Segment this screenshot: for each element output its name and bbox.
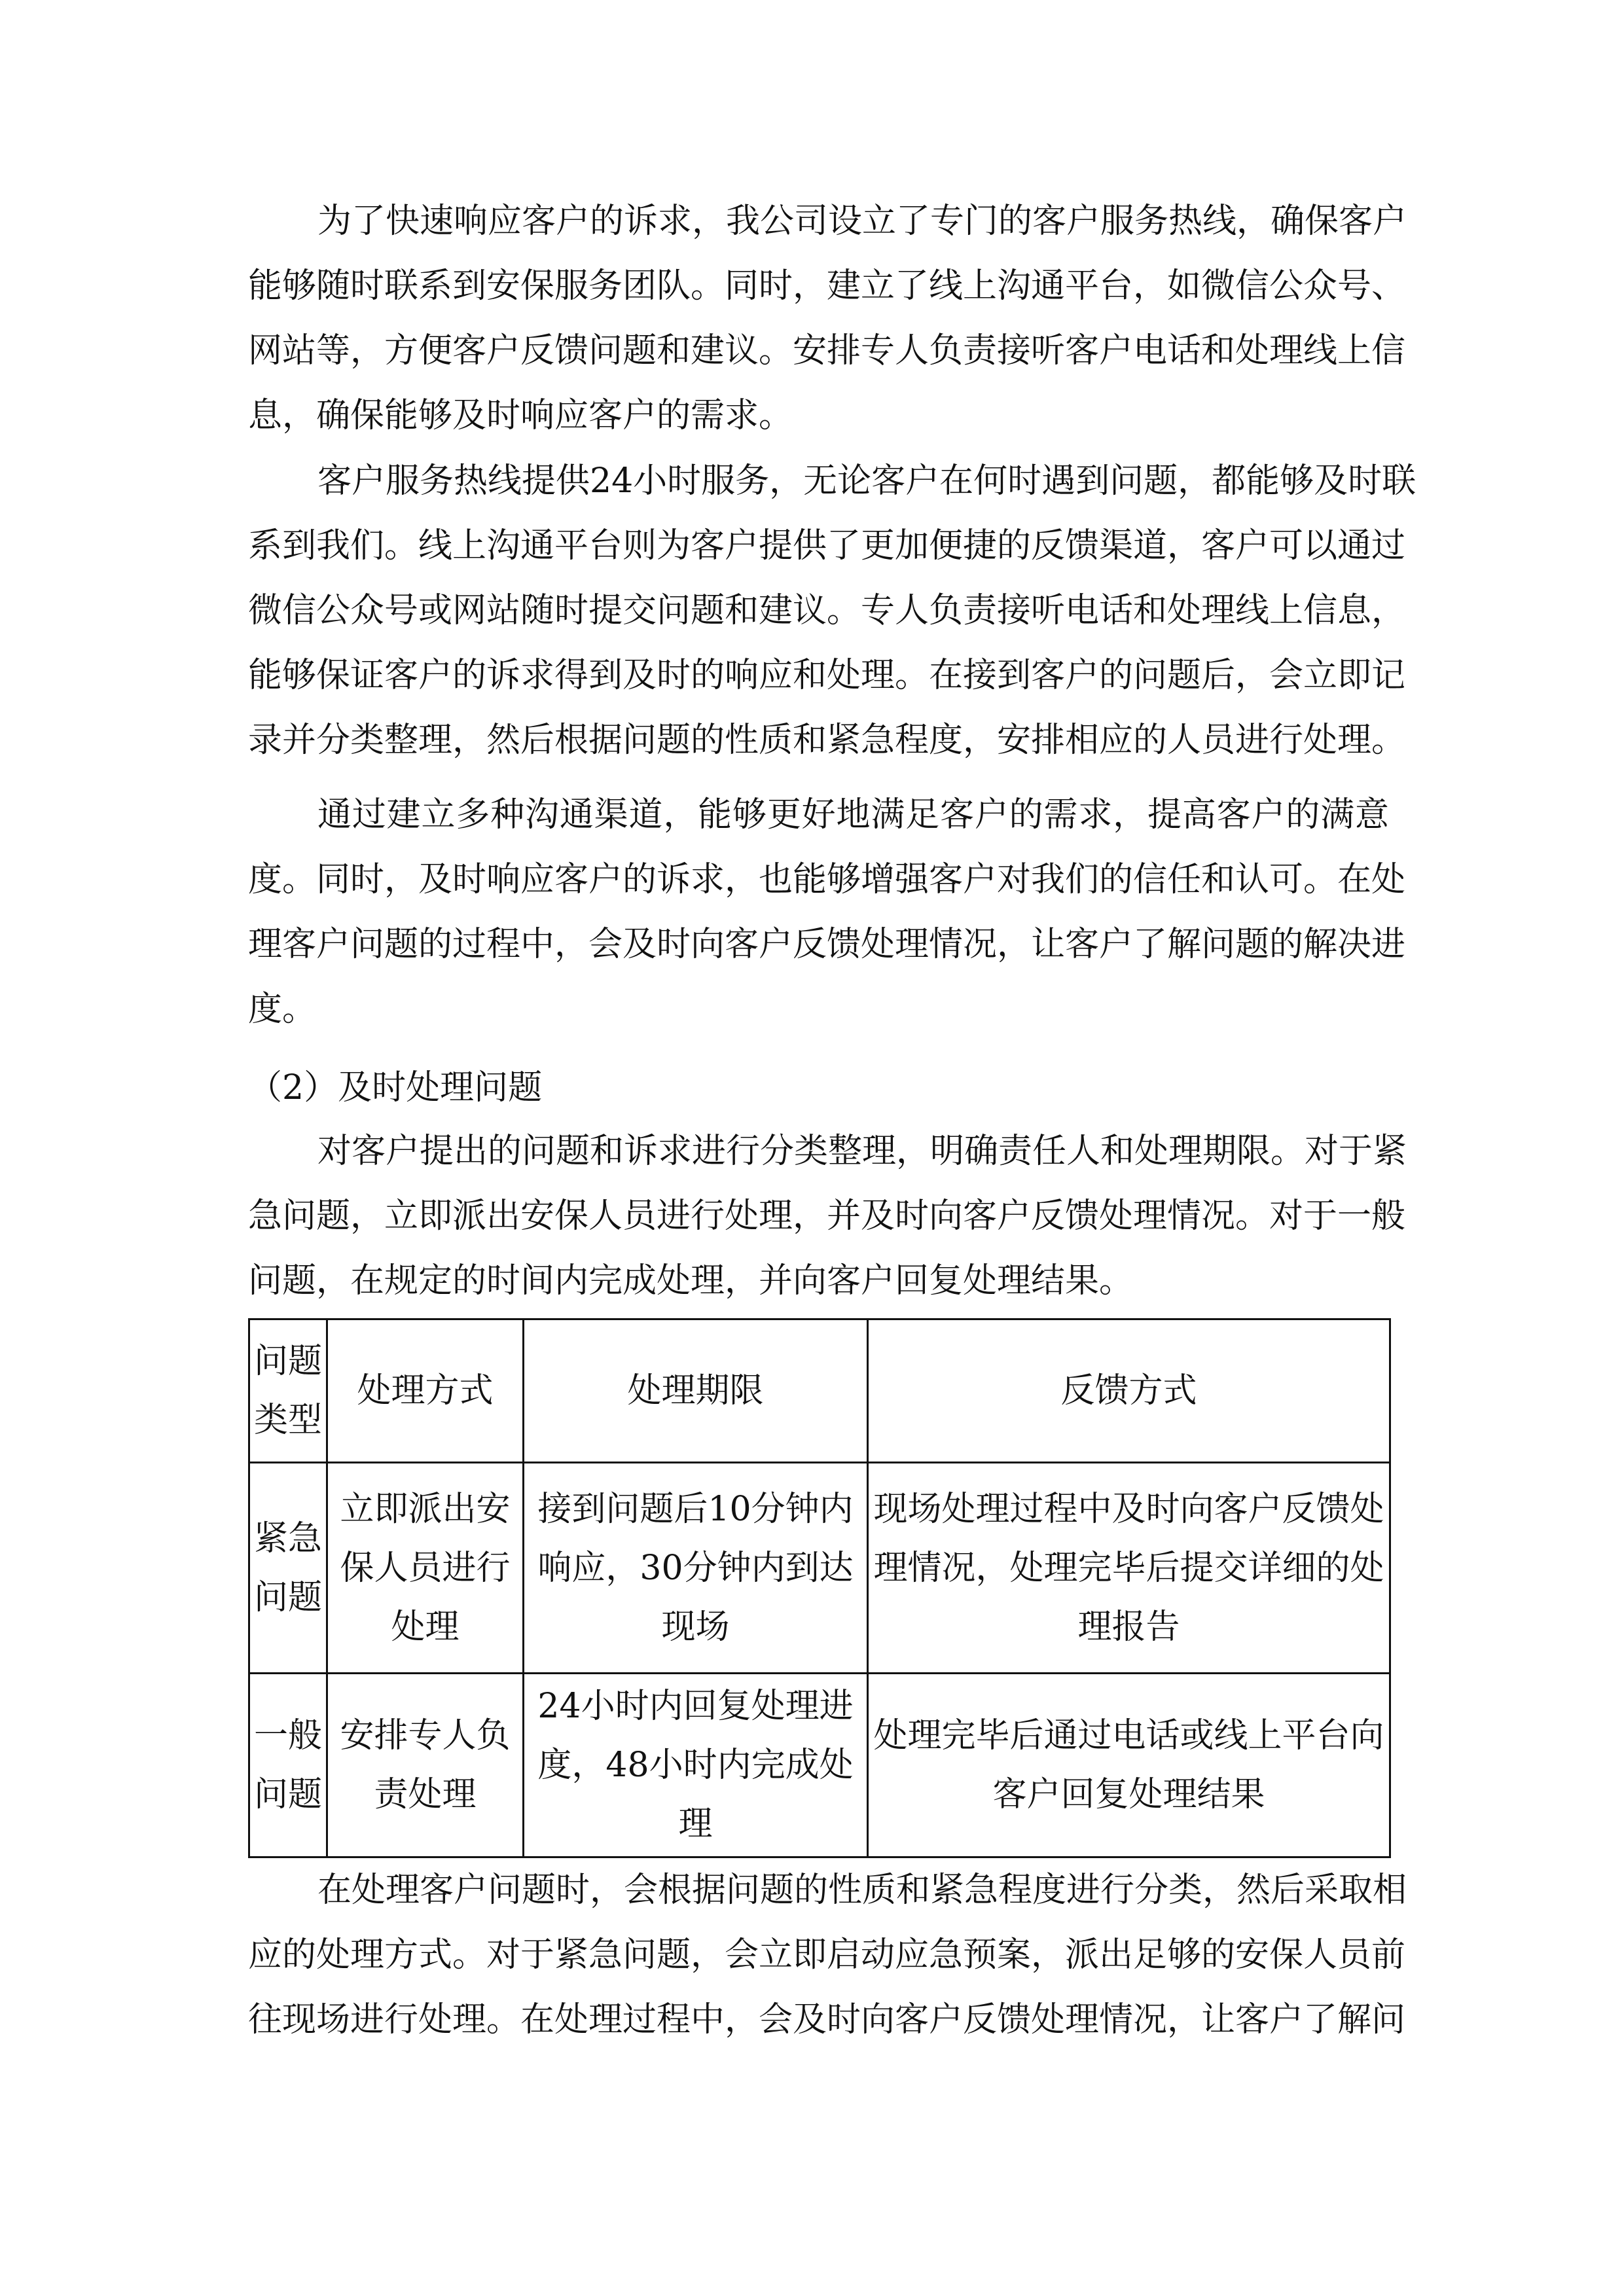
section-heading [248, 1056, 1389, 1121]
text-line: 微信公众号或网站随时提交问题和建议。专人负责接听电话和处理线上信息， [248, 591, 1406, 630]
table-cell: 24小时内回复处理进度，48小时内完成处理 [524, 1674, 868, 1857]
paragraph-3 [248, 783, 1406, 1042]
text-line: 往现场进行处理。在处理过程中，会及时向客户反馈处理情况，让客户了解问 [248, 2000, 1406, 2039]
table-cell: 现场处理过程中及时向客户反馈处理情况，处理完毕后提交详细的处理报告 [868, 1463, 1390, 1674]
text-line: 息，确保能够及时响应客户的需求。 [248, 396, 793, 435]
text-line: 问题，在规定的时间内完成处理，并向客户回复处理结果。 [248, 1261, 1134, 1300]
text-line: 系到我们。线上沟通平台则为客户提供了更加便捷的反馈渠道，客户可以通过 [248, 526, 1406, 565]
header-cell: 问题类型 [249, 1319, 327, 1463]
paragraph-2 [248, 449, 1416, 773]
text-line: 对客户提出的问题和诉求进行分类整理，明确责任人和处理期限。对于紧 [317, 1132, 1407, 1171]
table-row [249, 1674, 1390, 1857]
text-line: 录并分类整理，然后根据问题的性质和紧急程度，安排相应的人员进行处理。 [248, 721, 1406, 760]
header-cell: 处理期限 [524, 1319, 868, 1463]
heading-text: （2）及时处理问题 [248, 1068, 543, 1107]
table-and-following-text [248, 1318, 1407, 2053]
paragraph-5 [248, 1858, 1407, 2053]
table-header-row [249, 1319, 1390, 1463]
text-line: 度。 [248, 990, 317, 1029]
text-line: 能够保证客户的诉求得到及时的响应和处理。在接到客户的问题后，会立即记 [248, 656, 1406, 695]
text-line: 在处理客户问题时，会根据问题的性质和紧急程度进行分类，然后采取相 [317, 1871, 1407, 1910]
issue-handling-table [248, 1318, 1391, 1858]
text-line: 网站等，方便客户反馈问题和建议。安排专人负责接听客户电话和处理线上信 [248, 331, 1406, 370]
text-line: 客户服务热线提供24小时服务，无论客户在何时遇到问题，都能够及时联 [317, 461, 1416, 501]
table-cell: 立即派出安保人员进行处理 [327, 1463, 524, 1674]
table-row [249, 1463, 1390, 1674]
text-line: 度。同时，及时响应客户的诉求，也能够增强客户对我们的信任和认可。在处 [248, 860, 1406, 899]
table-cell: 紧急问题 [249, 1463, 327, 1674]
text-line: 能够随时联系到安保服务团队。同时，建立了线上沟通平台，如微信公众号、 [248, 266, 1406, 306]
header-cell: 处理方式 [327, 1319, 524, 1463]
table-cell: 一般问题 [249, 1674, 327, 1857]
table-cell: 接到问题后10分钟内响应，30分钟内到达现场 [524, 1463, 868, 1674]
text-line: 急问题，立即派出安保人员进行处理，并及时向客户反馈处理情况。对于一般 [248, 1196, 1406, 1236]
text-line: 应的处理方式。对于紧急问题，会立即启动应急预案，派出足够的安保人员前 [248, 1935, 1406, 1975]
header-cell: 反馈方式 [868, 1319, 1390, 1463]
paragraph-4 [248, 1119, 1407, 1314]
text-line: 理客户问题的过程中，会及时向客户反馈处理情况，让客户了解问题的解决进 [248, 925, 1406, 964]
table-cell: 处理完毕后通过电话或线上平台向客户回复处理结果 [868, 1674, 1390, 1857]
text-line: 通过建立多种沟通渠道，能够更好地满足客户的需求，提高客户的满意 [317, 795, 1389, 834]
paragraph-1 [248, 189, 1407, 448]
table-cell: 安排专人负责处理 [327, 1674, 524, 1857]
text-line: 为了快速响应客户的诉求，我公司设立了专门的客户服务热线，确保客户 [317, 202, 1407, 241]
